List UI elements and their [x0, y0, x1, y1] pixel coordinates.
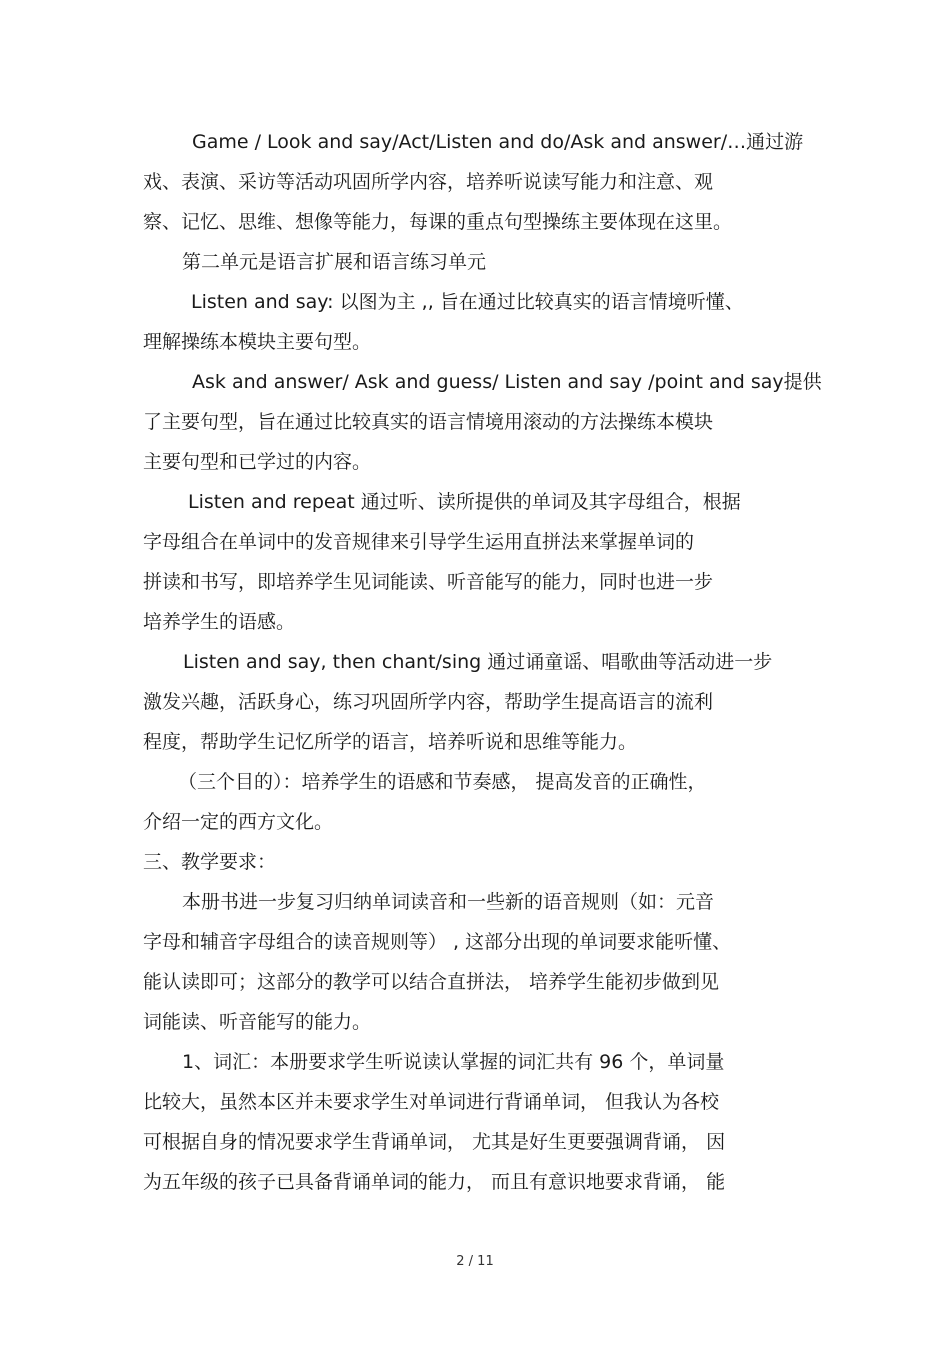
text-line: 主要句型和已学过的内容。 [143, 451, 372, 473]
text-line: Ask and answer/ Ask and guess/ Listen and say /point and say提供 [192, 371, 822, 393]
text-line: Listen and repeat 通过听、读所提供的单词及其字母组合，根据 [188, 491, 741, 513]
text-line: Listen and say, then chant/sing 通过诵童谣、唱歌曲等活动进一步 [183, 651, 773, 673]
text-line: 可根据自身的情况要求学生背诵单词， 尤其是好生更要强调背诵， 因 [143, 1131, 726, 1153]
text-line: 察、记忆、思维、想像等能力，每课的重点句型操练主要体现在这里。 [143, 211, 733, 233]
text-line: Listen and say: 以图为主 ,, 旨在通过比较真实的语言情境听懂、 [191, 291, 744, 313]
text-line: 本册书进一步复习归纳单词读音和一些新的语音规则（如：元音 [182, 891, 715, 913]
text-line: 能认读即可；这部分的教学可以结合直拼法， 培养学生能初步做到见 [143, 971, 720, 993]
text-line: 字母和辅音字母组合的读音规则等） , 这部分出现的单词要求能听懂、 [143, 931, 732, 953]
text-line: 拼读和书写，即培养学生见词能读、听音能写的能力，同时也进一步 [143, 571, 714, 593]
section-heading: 三、教学要求： [143, 851, 277, 873]
text-line: 程度，帮助学生记忆所学的语言，培养听说和思维等能力。 [143, 731, 638, 753]
text-line: 字母组合在单词中的发音规律来引导学生运用直拼法来掌握单词的 [143, 531, 695, 553]
text-line: Game / Look and say/Act/Listen and do/Ask and answer/…通过游 [192, 131, 804, 153]
text-line: 为五年级的孩子已具备背诵单词的能力， 而且有意识地要求背诵， 能 [143, 1171, 726, 1193]
text-line: 了主要句型，旨在通过比较真实的语言情境用滚动的方法操练本模块 [143, 411, 714, 433]
text-line: 激发兴趣，活跃身心，练习巩固所学内容，帮助学生提高语言的流利 [143, 691, 714, 713]
text-line: 比较大，虽然本区并未要求学生对单词进行背诵单词， 但我认为各校 [143, 1091, 720, 1113]
text-line: 介绍一定的西方文化。 [143, 811, 334, 833]
text-line: 戏、表演、采访等活动巩固所学内容，培养听说读写能力和注意、观 [143, 171, 714, 193]
text-line: （三个目的）：培养学生的语感和节奏感， 提高发音的正确性， [178, 771, 707, 793]
text-line: 词能读、听音能写的能力。 [143, 1011, 372, 1033]
text-line: 第二单元是语言扩展和语言练习单元 [182, 251, 487, 273]
text-line: 1、词汇：本册要求学生听说读认掌握的词汇共有 96 个，单词量 [182, 1051, 725, 1073]
text-line: 培养学生的语感。 [143, 611, 296, 633]
page-number: 2 / 11 [456, 1254, 494, 1269]
text-line: 理解操练本模块主要句型。 [143, 331, 372, 353]
